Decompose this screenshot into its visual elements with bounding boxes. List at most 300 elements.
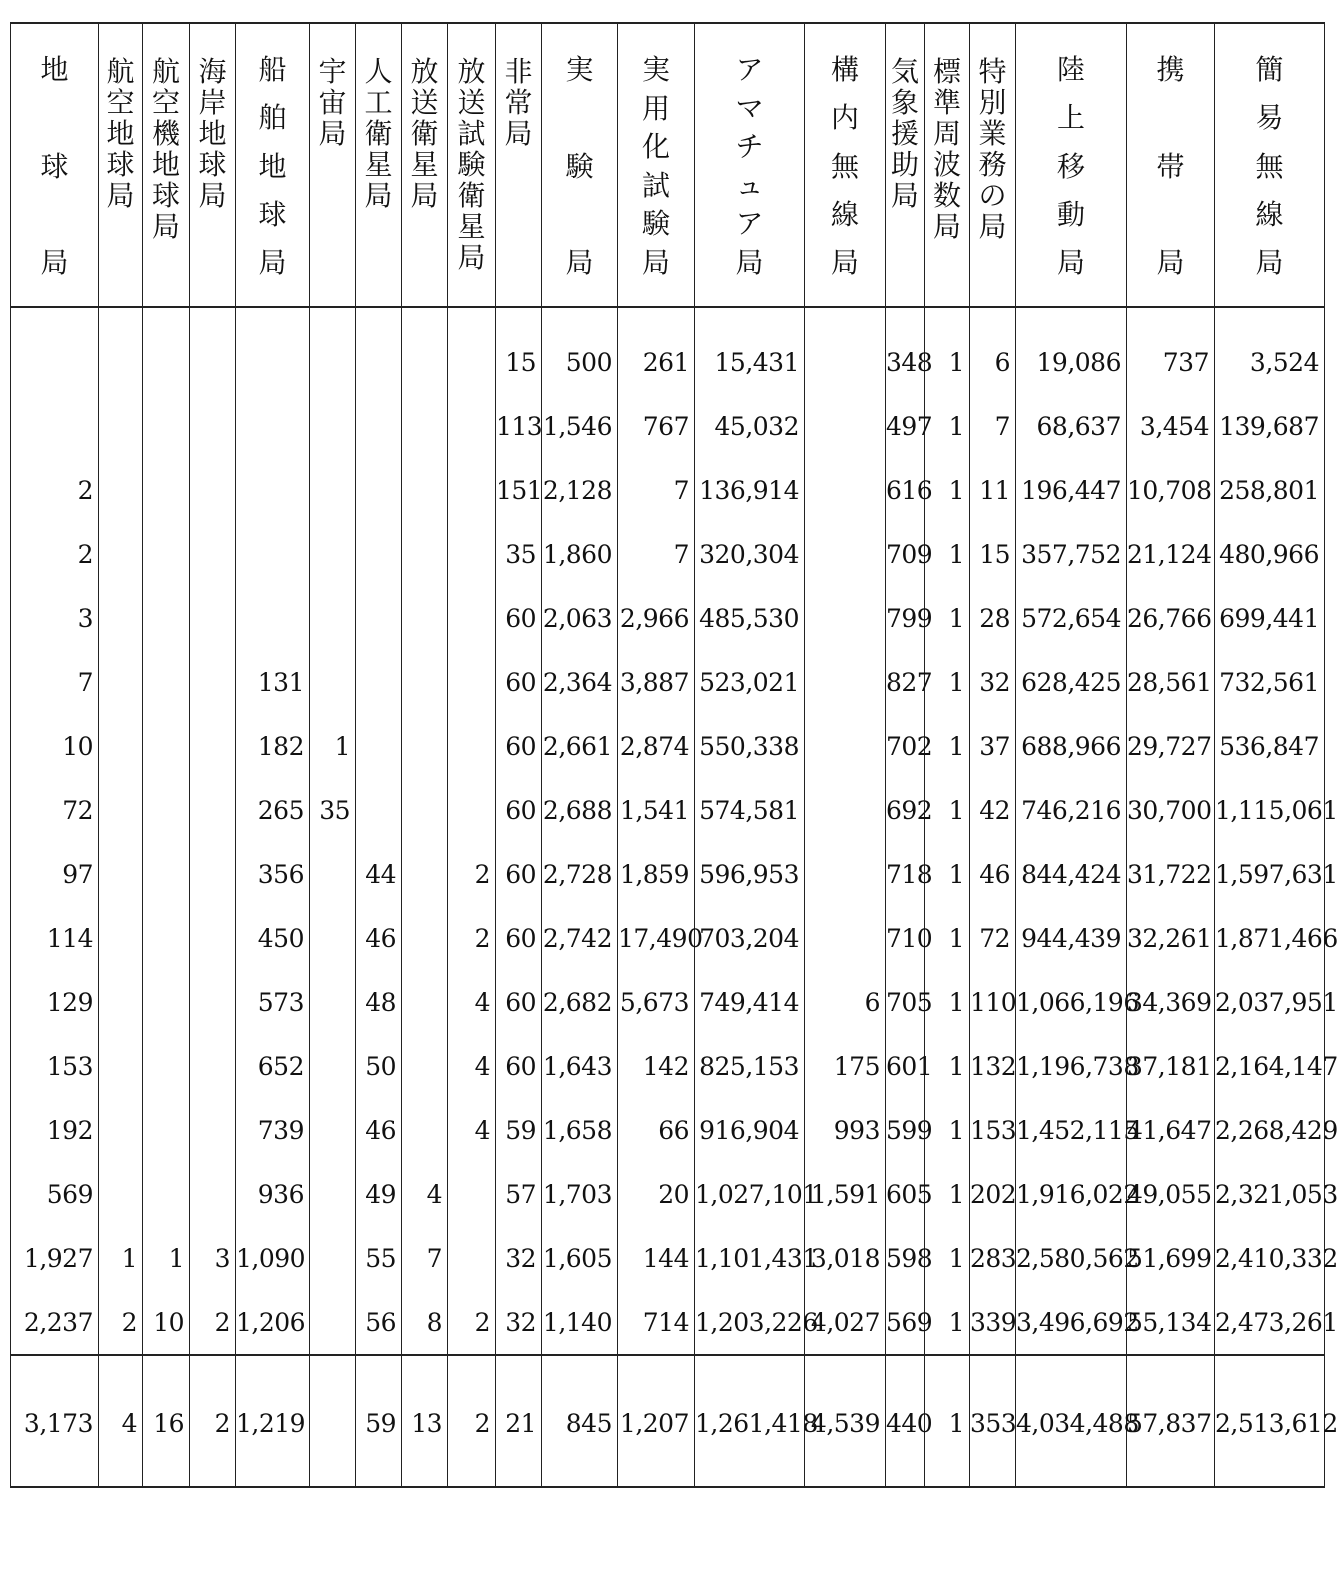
table-cell-land_mobile: 1,066,196 [1016, 970, 1127, 1034]
table-cell-aircraft_earth: 10 [143, 1290, 190, 1355]
table-cell-broadcast_sat [402, 714, 448, 778]
total-cell-land_mobile: 4,034,488 [1016, 1355, 1127, 1487]
table-cell-ship_earth [236, 586, 310, 650]
table-cell-portable: 3,454 [1127, 394, 1215, 458]
table-cell-weather_aid: 718 [886, 842, 925, 906]
table-cell-aircraft_earth [143, 330, 190, 394]
table-cell-satellite: 50 [356, 1034, 402, 1098]
table-cell-broadcast_test_sat [448, 586, 496, 650]
table-cell-broadcast_test_sat [448, 1162, 496, 1226]
table-cell-simple_radio: 2,410,332 [1215, 1226, 1325, 1290]
table-cell-aero_earth [99, 714, 143, 778]
table-cell-special_service: 37 [970, 714, 1016, 778]
table-cell-satellite [356, 778, 402, 842]
table-cell-weather_aid: 601 [886, 1034, 925, 1098]
table-row [11, 1226, 1325, 1290]
table-cell-emergency: 60 [496, 586, 542, 650]
table-cell-special_service: 32 [970, 650, 1016, 714]
table-cell-weather_aid: 348 [886, 330, 925, 394]
table-cell-space [310, 522, 356, 586]
table-cell-premises [805, 458, 886, 522]
table-cell-aero_earth [99, 522, 143, 586]
table-cell-aero_earth [99, 458, 143, 522]
table-cell-coast_earth [190, 970, 236, 1034]
table-cell-space: 1 [310, 714, 356, 778]
table-cell-coast_earth [190, 522, 236, 586]
table-cell-broadcast_sat [402, 842, 448, 906]
table-cell-premises [805, 778, 886, 842]
table-cell-weather_aid: 702 [886, 714, 925, 778]
table-cell-simple_radio: 2,037,951 [1215, 970, 1325, 1034]
table-cell-satellite: 48 [356, 970, 402, 1034]
table-cell-aircraft_earth [143, 1034, 190, 1098]
table-cell-premises [805, 394, 886, 458]
table-cell-std_freq: 1 [925, 778, 970, 842]
table-cell-special_service: 7 [970, 394, 1016, 458]
column-header-std_freq: 標 準 周 波 数 局 [925, 23, 970, 307]
table-cell-ship_earth: 265 [236, 778, 310, 842]
table-cell-weather_aid: 692 [886, 778, 925, 842]
table-cell-earth: 72 [11, 778, 99, 842]
table-cell-amateur: 916,904 [695, 1098, 805, 1162]
table-cell-broadcast_test_sat [448, 1226, 496, 1290]
table-cell-satellite [356, 522, 402, 586]
table-cell-broadcast_test_sat [448, 330, 496, 394]
table-cell-broadcast_sat [402, 1098, 448, 1162]
table-cell-amateur: 825,153 [695, 1034, 805, 1098]
column-header-broadcast_sat: 放 送 衛 星 局 [402, 23, 448, 307]
column-header-amateur: ア マ チ ュ ア 局 [695, 23, 805, 307]
table-cell-land_mobile: 688,966 [1016, 714, 1127, 778]
table-row [11, 650, 1325, 714]
table-cell-broadcast_sat [402, 1034, 448, 1098]
table-cell-earth: 3 [11, 586, 99, 650]
table-cell-broadcast_test_sat [448, 778, 496, 842]
table-cell-practical_test: 144 [618, 1226, 695, 1290]
table-cell-portable: 37,181 [1127, 1034, 1215, 1098]
radio-station-table [10, 22, 1338, 1488]
table-row [11, 1162, 1325, 1226]
table-cell-land_mobile: 628,425 [1016, 650, 1127, 714]
column-header-coast_earth: 海 岸 地 球 局 [190, 23, 236, 307]
table-cell-earth: 192 [11, 1098, 99, 1162]
table-cell-emergency: 60 [496, 970, 542, 1034]
table-cell-land_mobile: 844,424 [1016, 842, 1127, 906]
table-cell-ship_earth: 936 [236, 1162, 310, 1226]
table-cell-broadcast_sat [402, 458, 448, 522]
table-cell-aero_earth [99, 778, 143, 842]
table-cell-premises: 4,027 [805, 1290, 886, 1355]
table-cell-space [310, 330, 356, 394]
table-cell-amateur: 1,101,431 [695, 1226, 805, 1290]
table-cell-broadcast_test_sat: 4 [448, 1034, 496, 1098]
table-cell-std_freq: 1 [925, 906, 970, 970]
table-cell-aero_earth [99, 394, 143, 458]
column-header-aero_earth: 航 空 地 球 局 [99, 23, 143, 307]
table-cell-broadcast_sat [402, 330, 448, 394]
table-cell-space [310, 458, 356, 522]
table-cell-broadcast_sat: 7 [402, 1226, 448, 1290]
table-cell-std_freq: 1 [925, 1226, 970, 1290]
table-cell-broadcast_sat [402, 522, 448, 586]
table-cell-coast_earth [190, 650, 236, 714]
table-cell-practical_test: 2,874 [618, 714, 695, 778]
table-cell-satellite [356, 586, 402, 650]
table-cell-broadcast_sat [402, 906, 448, 970]
table-cell-practical_test: 767 [618, 394, 695, 458]
table-cell-weather_aid: 598 [886, 1226, 925, 1290]
total-cell-premises: 4,539 [805, 1355, 886, 1487]
table-cell-std_freq: 1 [925, 842, 970, 906]
table-cell-aircraft_earth [143, 714, 190, 778]
table-cell-experimental: 1,140 [542, 1290, 618, 1355]
table-cell-aircraft_earth: 1 [143, 1226, 190, 1290]
table-row [11, 778, 1325, 842]
table-cell-portable: 49,055 [1127, 1162, 1215, 1226]
table-cell-ship_earth [236, 330, 310, 394]
table-cell-amateur: 485,530 [695, 586, 805, 650]
table-cell-satellite: 56 [356, 1290, 402, 1355]
table-cell-premises [805, 330, 886, 394]
table-cell-satellite [356, 394, 402, 458]
column-header-aircraft_earth: 航 空 機 地 球 局 [143, 23, 190, 307]
table-cell-broadcast_sat: 8 [402, 1290, 448, 1355]
table-cell-weather_aid: 799 [886, 586, 925, 650]
table-cell-earth: 2,237 [11, 1290, 99, 1355]
table-cell-experimental: 2,728 [542, 842, 618, 906]
table-cell-emergency: 60 [496, 842, 542, 906]
column-header-emergency: 非 常 局 [496, 23, 542, 307]
column-header-land_mobile: 陸 上 移 動 局 [1016, 23, 1127, 307]
table-cell-amateur: 15,431 [695, 330, 805, 394]
table-cell-portable: 10,708 [1127, 458, 1215, 522]
table-cell-ship_earth: 652 [236, 1034, 310, 1098]
table-cell-broadcast_test_sat [448, 522, 496, 586]
table-cell-ship_earth: 739 [236, 1098, 310, 1162]
table-cell-aero_earth [99, 906, 143, 970]
table-cell-special_service: 283 [970, 1226, 1016, 1290]
table-cell-portable: 29,727 [1127, 714, 1215, 778]
table-row [11, 714, 1325, 778]
table-cell-emergency: 35 [496, 522, 542, 586]
table-cell-emergency: 15 [496, 330, 542, 394]
table-cell-experimental: 1,546 [542, 394, 618, 458]
table-cell-broadcast_sat [402, 394, 448, 458]
table-cell-special_service: 202 [970, 1162, 1016, 1226]
total-cell-coast_earth: 2 [190, 1355, 236, 1487]
column-header-experimental: 実 験 局 [542, 23, 618, 307]
table-cell-coast_earth [190, 714, 236, 778]
column-header-premises: 構 内 無 線 局 [805, 23, 886, 307]
total-cell-aircraft_earth: 16 [143, 1355, 190, 1487]
table-cell-space [310, 1162, 356, 1226]
table-cell-land_mobile: 1,196,738 [1016, 1034, 1127, 1098]
table-cell-earth [11, 394, 99, 458]
total-cell-ship_earth: 1,219 [236, 1355, 310, 1487]
table-cell-space [310, 650, 356, 714]
table-cell-amateur: 1,203,226 [695, 1290, 805, 1355]
total-cell-broadcast_sat: 13 [402, 1355, 448, 1487]
table-cell-satellite: 44 [356, 842, 402, 906]
table-cell-portable: 30,700 [1127, 778, 1215, 842]
table-cell-premises: 6 [805, 970, 886, 1034]
table-cell-practical_test: 1,541 [618, 778, 695, 842]
table-cell-space [310, 1034, 356, 1098]
column-header-simple_radio: 簡 易 無 線 局 [1215, 23, 1325, 307]
table-cell-experimental: 2,682 [542, 970, 618, 1034]
table-cell-emergency: 60 [496, 906, 542, 970]
table-cell-practical_test: 7 [618, 522, 695, 586]
table-cell-portable: 51,699 [1127, 1226, 1215, 1290]
table-cell-portable: 34,369 [1127, 970, 1215, 1034]
table-cell-practical_test: 2,966 [618, 586, 695, 650]
table-cell-simple_radio: 2,164,147 [1215, 1034, 1325, 1098]
table-cell-simple_radio: 2,321,053 [1215, 1162, 1325, 1226]
table-cell-portable: 41,647 [1127, 1098, 1215, 1162]
table-cell-earth: 97 [11, 842, 99, 906]
table-cell-satellite [356, 330, 402, 394]
table-cell-experimental: 2,128 [542, 458, 618, 522]
table-cell-aircraft_earth [143, 778, 190, 842]
table-cell-land_mobile: 1,452,115 [1016, 1098, 1127, 1162]
table-cell-aero_earth [99, 970, 143, 1034]
table-cell-aero_earth [99, 330, 143, 394]
total-cell-experimental: 845 [542, 1355, 618, 1487]
table-cell-space [310, 906, 356, 970]
table-cell-land_mobile: 19,086 [1016, 330, 1127, 394]
table-cell-special_service: 11 [970, 458, 1016, 522]
total-cell-space [310, 1355, 356, 1487]
table-cell-simple_radio: 1,597,631 [1215, 842, 1325, 906]
table-cell-practical_test: 7 [618, 458, 695, 522]
table-cell-premises: 993 [805, 1098, 886, 1162]
table-cell-land_mobile: 3,496,692 [1016, 1290, 1127, 1355]
table-cell-space [310, 1226, 356, 1290]
table-cell-std_freq: 1 [925, 330, 970, 394]
table-cell-broadcast_sat [402, 970, 448, 1034]
table-cell-earth: 2 [11, 522, 99, 586]
table-cell-special_service: 15 [970, 522, 1016, 586]
table-cell-weather_aid: 569 [886, 1290, 925, 1355]
table-cell-land_mobile: 944,439 [1016, 906, 1127, 970]
table-cell-satellite [356, 458, 402, 522]
spacer-row [11, 307, 1325, 330]
table-cell-portable: 21,124 [1127, 522, 1215, 586]
table-cell-emergency: 60 [496, 1034, 542, 1098]
table-cell-amateur: 1,027,101 [695, 1162, 805, 1226]
table-cell-std_freq: 1 [925, 1098, 970, 1162]
table-cell-experimental: 1,703 [542, 1162, 618, 1226]
total-cell-std_freq: 1 [925, 1355, 970, 1487]
table-cell-ship_earth: 356 [236, 842, 310, 906]
table-cell-simple_radio: 1,115,061 [1215, 778, 1325, 842]
table-cell-broadcast_test_sat [448, 458, 496, 522]
table-row [11, 330, 1325, 394]
table-row [11, 522, 1325, 586]
table-cell-earth: 114 [11, 906, 99, 970]
table-cell-premises: 1,591 [805, 1162, 886, 1226]
table-cell-aircraft_earth [143, 394, 190, 458]
table-cell-simple_radio: 699,441 [1215, 586, 1325, 650]
total-cell-simple_radio: 2,513,612 [1215, 1355, 1325, 1487]
table-cell-broadcast_test_sat: 2 [448, 906, 496, 970]
table-cell-simple_radio: 139,687 [1215, 394, 1325, 458]
table-cell-broadcast_test_sat [448, 394, 496, 458]
table-cell-std_freq: 1 [925, 458, 970, 522]
column-header-space: 宇 宙 局 [310, 23, 356, 307]
table-cell-simple_radio: 258,801 [1215, 458, 1325, 522]
table-cell-special_service: 153 [970, 1098, 1016, 1162]
table-cell-land_mobile: 2,580,562 [1016, 1226, 1127, 1290]
table-cell-simple_radio: 536,847 [1215, 714, 1325, 778]
table-row [11, 586, 1325, 650]
table-cell-satellite [356, 650, 402, 714]
table-cell-coast_earth [190, 458, 236, 522]
table-cell-weather_aid: 710 [886, 906, 925, 970]
table-cell-std_freq: 1 [925, 394, 970, 458]
table-cell-earth: 10 [11, 714, 99, 778]
table-cell-earth [11, 330, 99, 394]
table-cell-coast_earth [190, 330, 236, 394]
table-cell-coast_earth: 2 [190, 1290, 236, 1355]
table-cell-amateur: 45,032 [695, 394, 805, 458]
total-cell-broadcast_test_sat: 2 [448, 1355, 496, 1487]
table-cell-emergency: 151 [496, 458, 542, 522]
table-cell-simple_radio: 3,524 [1215, 330, 1325, 394]
table-cell-earth: 153 [11, 1034, 99, 1098]
table-cell-practical_test: 66 [618, 1098, 695, 1162]
table-cell-space: 35 [310, 778, 356, 842]
table-cell-broadcast_test_sat: 2 [448, 842, 496, 906]
table-cell-land_mobile: 572,654 [1016, 586, 1127, 650]
table-cell-space [310, 394, 356, 458]
table-cell-special_service: 28 [970, 586, 1016, 650]
table-cell-ship_earth: 182 [236, 714, 310, 778]
table-cell-land_mobile: 357,752 [1016, 522, 1127, 586]
table-cell-std_freq: 1 [925, 522, 970, 586]
table-cell-emergency: 32 [496, 1226, 542, 1290]
table-cell-ship_earth [236, 458, 310, 522]
column-header-weather_aid: 気 象 援 助 局 [886, 23, 925, 307]
table-cell-premises [805, 906, 886, 970]
table-cell-premises [805, 714, 886, 778]
table-cell-satellite: 55 [356, 1226, 402, 1290]
table-cell-coast_earth [190, 1098, 236, 1162]
table-cell-earth: 569 [11, 1162, 99, 1226]
table-cell-coast_earth [190, 586, 236, 650]
table-cell-aircraft_earth [143, 522, 190, 586]
table-cell-weather_aid: 709 [886, 522, 925, 586]
table-row [11, 1290, 1325, 1355]
total-cell-aero_earth: 4 [99, 1355, 143, 1487]
table-cell-weather_aid: 705 [886, 970, 925, 1034]
table-cell-amateur: 550,338 [695, 714, 805, 778]
table-row [11, 970, 1325, 1034]
table-cell-simple_radio: 732,561 [1215, 650, 1325, 714]
table-cell-std_freq: 1 [925, 714, 970, 778]
table-cell-ship_earth [236, 394, 310, 458]
total-cell-earth: 3,173 [11, 1355, 99, 1487]
table-cell-aircraft_earth [143, 586, 190, 650]
table-cell-std_freq: 1 [925, 1162, 970, 1226]
table-cell-broadcast_sat [402, 650, 448, 714]
table-cell-ship_earth: 450 [236, 906, 310, 970]
table-cell-satellite: 49 [356, 1162, 402, 1226]
table-cell-earth: 1,927 [11, 1226, 99, 1290]
total-cell-portable: 57,837 [1127, 1355, 1215, 1487]
table-cell-amateur: 574,581 [695, 778, 805, 842]
table-cell-special_service: 6 [970, 330, 1016, 394]
table-cell-practical_test: 714 [618, 1290, 695, 1355]
table-cell-aircraft_earth [143, 458, 190, 522]
table-cell-coast_earth [190, 842, 236, 906]
table-cell-space [310, 586, 356, 650]
table-cell-practical_test: 261 [618, 330, 695, 394]
table-cell-weather_aid: 827 [886, 650, 925, 714]
table-cell-simple_radio: 1,871,466 [1215, 906, 1325, 970]
table-cell-emergency: 113 [496, 394, 542, 458]
table-cell-space [310, 842, 356, 906]
table-cell-ship_earth: 131 [236, 650, 310, 714]
table-cell-space [310, 970, 356, 1034]
total-cell-amateur: 1,261,418 [695, 1355, 805, 1487]
table-cell-simple_radio: 2,473,261 [1215, 1290, 1325, 1355]
table-cell-practical_test: 3,887 [618, 650, 695, 714]
table-cell-broadcast_sat [402, 778, 448, 842]
table-row [11, 394, 1325, 458]
table-cell-broadcast_test_sat [448, 650, 496, 714]
table-cell-aero_earth [99, 1162, 143, 1226]
table-cell-special_service: 132 [970, 1034, 1016, 1098]
table-cell-std_freq: 1 [925, 586, 970, 650]
table-cell-land_mobile: 746,216 [1016, 778, 1127, 842]
table-cell-aircraft_earth [143, 650, 190, 714]
table-cell-satellite [356, 714, 402, 778]
table-cell-ship_earth: 573 [236, 970, 310, 1034]
table-cell-amateur: 749,414 [695, 970, 805, 1034]
table-cell-broadcast_test_sat: 4 [448, 1098, 496, 1162]
table-cell-coast_earth [190, 778, 236, 842]
table-cell-satellite: 46 [356, 906, 402, 970]
table-cell-special_service: 42 [970, 778, 1016, 842]
table-cell-std_freq: 1 [925, 970, 970, 1034]
table-cell-experimental: 2,688 [542, 778, 618, 842]
table-cell-premises [805, 586, 886, 650]
table-cell-aircraft_earth [143, 970, 190, 1034]
column-header-earth: 地 球 局 [11, 23, 99, 307]
table-cell-premises: 175 [805, 1034, 886, 1098]
table-row [11, 1098, 1325, 1162]
total-cell-emergency: 21 [496, 1355, 542, 1487]
column-header-satellite: 人 工 衛 星 局 [356, 23, 402, 307]
table-cell-coast_earth [190, 906, 236, 970]
table-cell-experimental: 2,661 [542, 714, 618, 778]
table-cell-weather_aid: 599 [886, 1098, 925, 1162]
table-cell-std_freq: 1 [925, 1290, 970, 1355]
table-cell-space [310, 1098, 356, 1162]
table-row [11, 458, 1325, 522]
table-cell-broadcast_sat [402, 586, 448, 650]
table-cell-amateur: 320,304 [695, 522, 805, 586]
table-cell-experimental: 2,063 [542, 586, 618, 650]
table-cell-amateur: 523,021 [695, 650, 805, 714]
table-row [11, 842, 1325, 906]
table-cell-experimental: 1,605 [542, 1226, 618, 1290]
table-cell-earth: 2 [11, 458, 99, 522]
table-cell-land_mobile: 1,916,022 [1016, 1162, 1127, 1226]
table-cell-aero_earth [99, 586, 143, 650]
table-cell-coast_earth: 3 [190, 1226, 236, 1290]
